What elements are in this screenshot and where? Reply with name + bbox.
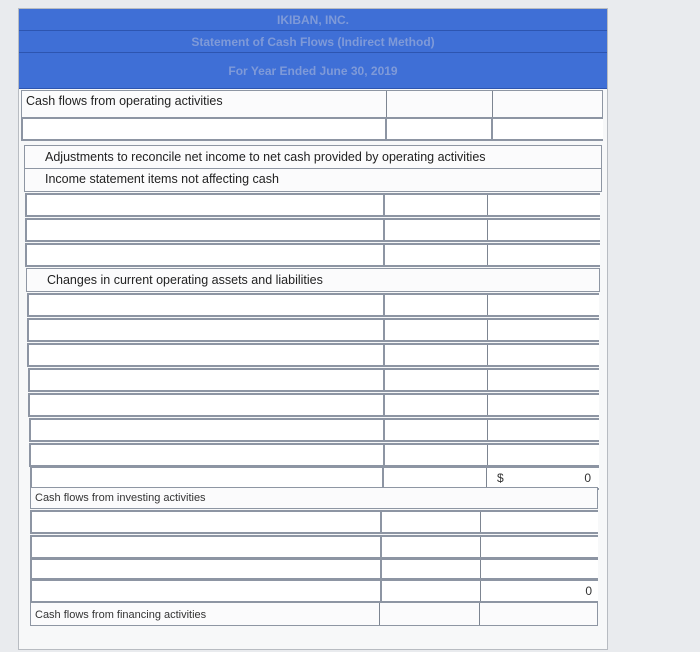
operating-total-value: 0 <box>584 471 591 485</box>
adjustments-heading-row <box>24 145 602 169</box>
income-item-amount-input[interactable] <box>383 245 487 265</box>
income-item-total-cell <box>487 245 600 265</box>
operating-total-input[interactable] <box>382 468 486 488</box>
financing-heading-row <box>30 602 598 626</box>
operating-heading-row <box>21 90 603 118</box>
investing-item-total-cell <box>480 512 598 532</box>
investing-item-total-cell <box>480 537 598 557</box>
change-item-total-cell <box>487 445 599 465</box>
operating-currency: $ <box>497 471 504 485</box>
income-item-total-cell <box>487 195 600 215</box>
adjustments-heading: Adjustments to reconcile net income to net cash provided by operating activities <box>45 150 486 164</box>
investing-item-amount-input[interactable] <box>380 512 480 532</box>
change-item-amount-input[interactable] <box>383 445 487 465</box>
change-item-amount-input[interactable] <box>383 345 487 365</box>
income-item-amount-input[interactable] <box>383 220 487 240</box>
change-item-total-cell <box>487 370 599 390</box>
investing-item-row[interactable] <box>30 558 598 580</box>
changes-heading: Changes in current operating assets and liabilities <box>47 273 323 287</box>
statement-period: For Year Ended June 30, 2019 <box>19 53 607 89</box>
income-item-row[interactable] <box>25 243 600 267</box>
net-income-row[interactable] <box>21 117 603 141</box>
investing-total-cell <box>480 581 598 601</box>
income-item-row[interactable] <box>25 218 600 242</box>
investing-item-amount-input[interactable] <box>380 560 480 578</box>
change-item-row[interactable] <box>29 418 599 442</box>
change-item-total-cell <box>487 420 599 440</box>
change-item-total-cell <box>487 320 599 340</box>
change-item-amount-input[interactable] <box>383 420 487 440</box>
change-item-row[interactable] <box>27 343 599 367</box>
investing-item-amount-input[interactable] <box>380 537 480 557</box>
net-income-amount-input[interactable] <box>385 119 491 139</box>
change-item-total-cell <box>487 295 599 315</box>
changes-heading-row <box>26 268 600 292</box>
investing-item-row[interactable] <box>30 510 598 534</box>
statement-title: Statement of Cash Flows (Indirect Method) <box>19 31 607 53</box>
investing-total-input[interactable] <box>380 581 480 601</box>
change-item-row[interactable] <box>27 293 599 317</box>
income-item-total-cell <box>487 220 600 240</box>
income-items-heading: Income statement items not affecting cash <box>45 172 279 186</box>
investing-item-row[interactable] <box>30 535 598 559</box>
change-item-amount-input[interactable] <box>383 370 487 390</box>
change-item-amount-input[interactable] <box>383 320 487 340</box>
change-item-row[interactable] <box>27 318 599 342</box>
financing-heading: Cash flows from financing activities <box>35 609 207 621</box>
operating-heading: Cash flows from operating activities <box>26 94 223 108</box>
change-item-total-cell <box>487 395 599 415</box>
income-items-heading-row <box>24 168 602 192</box>
change-item-amount-input[interactable] <box>383 395 487 415</box>
investing-heading: Cash flows from investing activities <box>35 492 206 504</box>
net-income-total-input[interactable] <box>491 119 603 139</box>
change-item-row[interactable] <box>28 393 599 417</box>
operating-total-cell <box>486 468 599 488</box>
investing-total-value: 0 <box>585 584 592 598</box>
income-item-row[interactable] <box>25 193 600 217</box>
change-item-amount-input[interactable] <box>383 295 487 315</box>
investing-item-total-cell <box>480 560 598 578</box>
company-name: IKIBAN, INC. <box>19 9 607 31</box>
investing-total-row[interactable] <box>30 579 598 603</box>
income-item-amount-input[interactable] <box>383 195 487 215</box>
change-item-row[interactable] <box>29 443 599 467</box>
change-item-total-cell <box>487 345 599 365</box>
change-item-row[interactable] <box>28 368 599 392</box>
investing-heading-row <box>30 487 598 509</box>
